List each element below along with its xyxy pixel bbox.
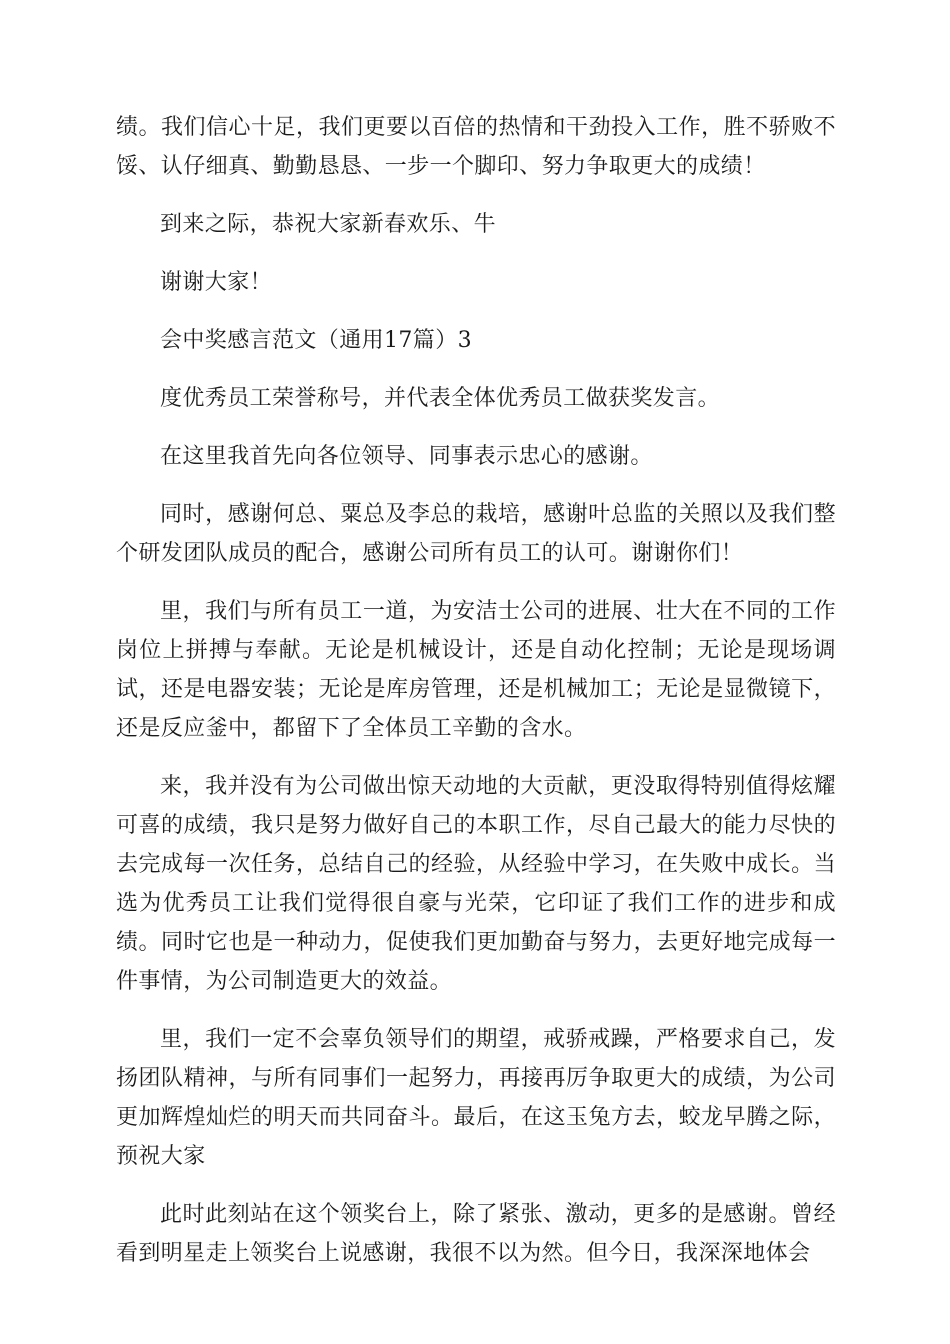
document-body (116, 108, 836, 1292)
paragraph-new-year-wishes: 到来之际，恭祝大家新春欢乐、牛 (160, 212, 497, 237)
paragraph-podium: 此时此刻站在这个领奖台上，除了紧张、激动，更多的是感谢。曾经看到明星走上领奖台上说感谢，我很不以为然。但今日，我深深地体会 (116, 1202, 836, 1266)
paragraph-award-title: 度优秀员工荣誉称号，并代表全体优秀员工做获奖发言。 (160, 386, 721, 411)
paragraph-achievements: 来，我并没有为公司做出惊天动地的大贡献，更没取得特别值得炫耀可喜的成绩，我只是努力做好自己的本职工作，尽自己最大的能力尽快的去完成每一次任务，总结自己的经验，从经验中学习，在失败中成长。当选为优秀员工让我们觉得很自豪与光荣，它印证了我们工作的进步和成绩。同时它也是一种动力，促使我们更加勤奋与努力，去更好地完成每一件事情，为公司制造更大的效益。 (116, 774, 836, 994)
paragraph-gratitude: 在这里我首先向各位领导、同事表示忠心的感谢。 (160, 444, 653, 469)
paragraph-continuation: 绩。我们信心十足，我们更要以百倍的热情和干劲投入工作，胜不骄败不馁、认仔细真、勤勤恳恳、一步一个脚印、努力争取更大的成绩！ (116, 115, 836, 179)
paragraph-commitment: 里，我们一定不会辜负领导们的期望，戒骄戒躁，严格要求自己，发扬团队精神，与所有同事们一起努力，再接再厉争取更大的成绩，为公司更加辉煌灿烂的明天而共同奋斗。最后，在这玉兔方去，蛟龙早腾之际，预祝大家 (116, 1027, 836, 1169)
paragraph-teamwork: 里，我们与所有员工一道，为安洁士公司的进展、壮大在不同的工作岗位上拼搏与奉献。无论是机械设计，还是自动化控制；无论是现场调试，还是电器安装；无论是库房管理，还是机械加工；无论是显微镜下，还是反应釜中，都留下了全体员工辛勤的含水。 (116, 599, 836, 741)
paragraph-acknowledgements: 同时，感谢何总、粟总及李总的栽培，感谢叶总监的关照以及我们整个研发团队成员的配合，感谢公司所有员工的认可。谢谢你们！ (116, 502, 836, 566)
section-heading: 会中奖感言范文（通用17篇）3 (160, 328, 472, 353)
paragraph-thanks: 谢谢大家！ (160, 270, 273, 295)
